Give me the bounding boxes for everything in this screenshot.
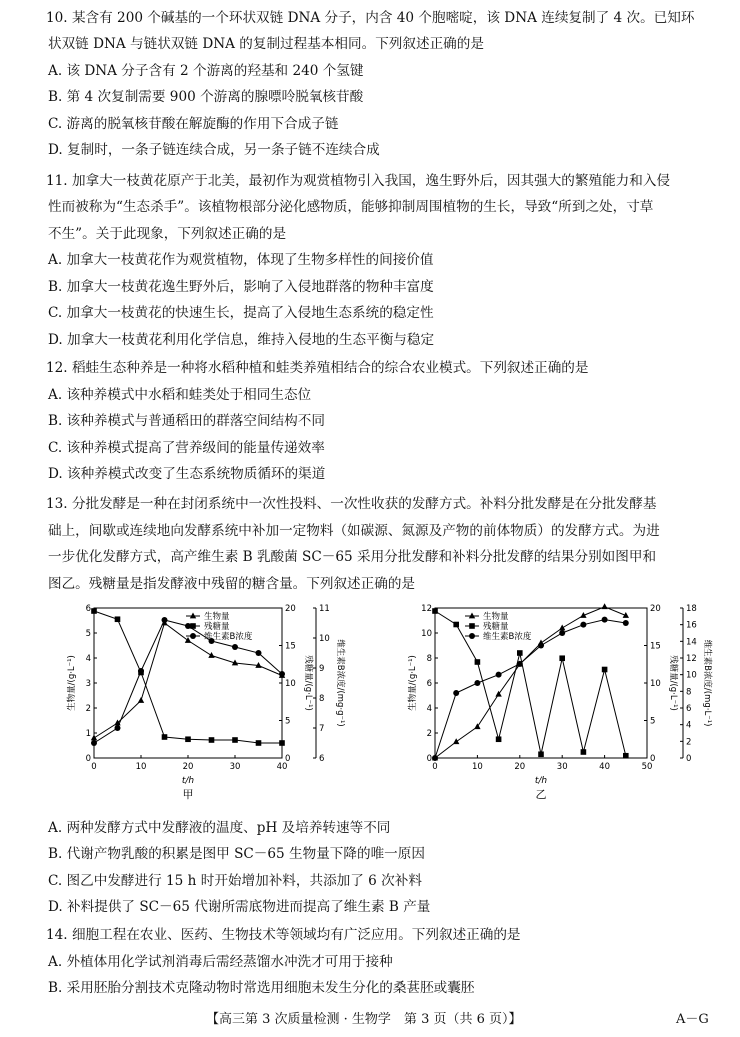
left-tick-label: 5	[85, 629, 91, 639]
q13-option-d: D. 补料提供了 SC－65 代谢所需底物进而提高了维生素 B 产量	[48, 899, 431, 915]
q10-option-c: C. 游离的脱氧核苷酸在解旋酶的作用下合成子链	[48, 116, 339, 132]
q12-option-b: B. 该种养模式与普通稻田的群落空间结构不同	[48, 413, 325, 429]
chart-title: 乙	[535, 788, 547, 801]
right-tick-label: 12	[686, 654, 697, 664]
data-point	[115, 616, 121, 622]
legend-label: 残糖量	[483, 622, 509, 632]
q12-stem-line-1: 12. 稻蛙生态种养是一种将水稻种植和蛙类养殖相结合的综合农业模式。下列叙述正确的是	[46, 360, 589, 376]
x-tick-label: 10	[135, 762, 147, 772]
data-point	[453, 738, 459, 744]
data-point	[517, 650, 523, 656]
data-point	[185, 637, 191, 643]
left-tick-label: 2	[426, 729, 432, 739]
q14-stem-line-1: 14. 细胞工程在农业、医药、生物技术等领域均有广泛应用。下列叙述正确的是	[46, 927, 521, 943]
legend-label: 生物量	[483, 612, 509, 622]
x-tick-label: 0	[91, 762, 97, 772]
q13-stem-line-1: 13. 分批发酵是一种在封闭系统中一次性投料、一次性收获的发酵方式。补料分批发酵是在分批发酵基	[46, 496, 657, 512]
legend-marker	[190, 623, 196, 629]
x-tick-label: 30	[229, 762, 241, 772]
data-point	[602, 667, 608, 673]
middle-axis-label: 残糖量/(g·L⁻¹)	[303, 655, 313, 711]
q10-option-d: D. 复制时，一条子链连续合成，另一条子链不连续合成	[48, 142, 380, 158]
right-axis-label: 维生素B浓度/(mg·L⁻¹)	[702, 639, 712, 727]
right-tick-label: 2	[686, 737, 692, 748]
middle-tick-label: 0	[285, 754, 291, 764]
left-tick-label: 1	[85, 729, 91, 739]
data-point	[453, 622, 459, 628]
legend-label: 生物量	[204, 612, 230, 622]
legend-marker	[469, 633, 475, 639]
q10-option-a: A. 该 DNA 分子含有 2 个游离的羟基和 240 个氢键	[48, 63, 364, 79]
data-point	[623, 753, 629, 759]
left-tick-label: 6	[426, 679, 432, 689]
legend-marker	[190, 613, 196, 619]
data-point	[279, 740, 285, 746]
middle-tick-label: 20	[285, 604, 296, 614]
x-tick-label: 30	[556, 762, 568, 772]
q14-option-a: A. 外植体用化学试剂消毒后需经蒸馏水冲洗才可用于接种	[48, 954, 393, 970]
x-tick-label: 0	[432, 762, 438, 772]
left-tick-label: 2	[85, 704, 91, 714]
legend-label: 维生素B浓度	[483, 632, 532, 642]
footer-paper-code: A－G	[676, 1012, 709, 1027]
left-tick-label: 6	[85, 604, 91, 614]
legend-label: 维生素B浓度	[204, 632, 253, 642]
data-point	[623, 620, 629, 626]
q14-option-b: B. 采用胚胎分割技术克隆动物时常选用细胞未发生分化的桑葚胚或囊胚	[48, 980, 475, 996]
data-point	[538, 643, 544, 649]
left-tick-label: 8	[426, 654, 432, 664]
right-tick-label: 8	[686, 687, 692, 698]
middle-tick-label: 10	[285, 679, 296, 689]
q11-option-c: C. 加拿大一枝黄花的快速生长，提高了入侵地生态系统的稳定性	[48, 305, 434, 321]
data-point	[138, 668, 144, 674]
q10-stem-line-1: 10. 某含有 200 个碱基的一个环状双链 DNA 分子，内含 40 个胞嘧啶，该 DNA 连续复制了 4 次。已知环	[46, 10, 695, 26]
series-line	[435, 607, 626, 758]
data-point	[162, 734, 168, 740]
data-point	[162, 617, 168, 623]
data-point	[601, 603, 607, 609]
q13-stem-line-2: 础上，间歇或连续地向发酵系统中补加一定物料（如碳源、氮源及产物的前体物质）的发酵方式。为进	[48, 523, 660, 539]
data-point	[91, 740, 97, 746]
q10-stem-line-2: 状双链 DNA 与链状双链 DNA 的复制过程基本相同。下列叙述正确的是	[48, 36, 484, 52]
left-tick-label: 3	[85, 679, 91, 689]
q13-option-c: C. 图乙中发酵进行 15 h 时开始增加补料，共添加了 6 次补料	[48, 873, 422, 889]
data-point	[91, 735, 97, 741]
x-tick-label: 40	[599, 762, 611, 772]
middle-tick-label: 0	[650, 754, 656, 764]
data-point	[496, 672, 502, 678]
q13-option-a: A. 两种发酵方式中发酵液的温度、pH 及培养转速等不同	[48, 820, 391, 836]
q12-option-d: D. 该种养模式改变了生态系统物质循环的渠道	[48, 466, 326, 482]
q11-stem-line-3: 不生”。关于此现象，下列叙述正确的是	[48, 226, 287, 242]
right-tick-label: 18	[686, 604, 697, 614]
legend-label: 残糖量	[204, 622, 230, 632]
right-tick-label: 7	[319, 724, 325, 734]
q11-stem-line-2: 性而被称为“生态杀手”。该植物根部分泌化感物质，能够抑制周围植物的生长，导致“所到之处，寸草	[48, 199, 654, 215]
chart-title: 甲	[182, 788, 194, 801]
right-axis-label: 维生素B浓度/(mg·g⁻¹)	[335, 639, 345, 727]
q11-option-a: A. 加拿大一枝黄花作为观赏植物，体现了生物多样性的间接价值	[48, 252, 434, 268]
left-axis-label: 生物量/(g·L⁻¹)	[67, 655, 77, 711]
left-tick-label: 4	[426, 704, 432, 714]
data-point	[559, 630, 565, 636]
right-tick-label: 8	[319, 694, 325, 704]
middle-tick-label: 15	[650, 641, 661, 652]
data-point	[208, 652, 214, 658]
data-point	[256, 650, 262, 656]
q12-option-c: C. 该种养模式提高了营养级间的能量传递效率	[48, 440, 325, 456]
left-tick-label: 12	[421, 604, 432, 614]
series-biomass	[432, 603, 629, 760]
data-point	[559, 625, 565, 631]
q10-option-b: B. 第 4 次复制需要 900 个游离的腺嘌呤脱氧核苷酸	[48, 89, 364, 105]
q13-option-b: B. 代谢产物乳酸的积累是图甲 SC－65 生物量下降的唯一原因	[48, 846, 425, 862]
data-point	[496, 736, 502, 742]
right-tick-label: 9	[319, 664, 325, 674]
q12-option-a: A. 该种养模式中水稻和蛙类处于相同生态位	[48, 387, 312, 403]
right-tick-label: 6	[686, 704, 692, 714]
middle-tick-label: 5	[650, 716, 656, 727]
right-tick-label: 6	[319, 754, 325, 764]
data-point	[138, 697, 144, 703]
x-tick-label: 50	[641, 762, 653, 772]
data-point	[475, 659, 481, 665]
legend-marker	[190, 633, 196, 639]
q11-option-d: D. 加拿大一枝黄花利用化学信息，维持入侵地的生态平衡与稳定	[48, 332, 435, 348]
data-point	[432, 608, 438, 614]
middle-tick-label: 20	[650, 604, 661, 614]
x-tick-label: 10	[471, 762, 483, 772]
right-tick-label: 0	[686, 754, 692, 764]
data-point	[432, 755, 438, 761]
data-point	[581, 749, 587, 755]
data-point	[232, 737, 238, 743]
data-point	[232, 644, 238, 650]
right-tick-label: 4	[686, 720, 692, 731]
middle-axis-label: 残糖量/(g·L⁻¹)	[668, 655, 678, 711]
legend-marker	[469, 623, 475, 629]
plot-frame	[435, 608, 647, 758]
q13-stem-line-3: 一步优化发酵方式，高产维生素 B 乳酸菌 SC－65 采用分批发酵和补料分批发酵的结果分别如图甲和	[48, 549, 657, 565]
chart-jia	[60, 600, 370, 810]
data-point	[517, 661, 523, 667]
series-line	[94, 611, 282, 743]
left-tick-label: 0	[426, 754, 432, 764]
middle-tick-label: 5	[285, 716, 291, 727]
legend-marker	[469, 613, 475, 619]
data-point	[185, 736, 191, 742]
data-point	[115, 725, 121, 731]
right-tick-label: 10	[319, 634, 330, 644]
right-tick-label: 16	[686, 620, 697, 631]
left-tick-label: 10	[421, 629, 432, 639]
data-point	[474, 680, 480, 686]
middle-tick-label: 10	[650, 679, 661, 689]
data-point	[559, 655, 565, 661]
data-point	[91, 608, 97, 614]
left-tick-label: 0	[85, 754, 91, 764]
series-residual-sugar	[432, 608, 628, 758]
chart-yi	[395, 600, 725, 810]
data-point	[256, 740, 262, 746]
x-tick-label: 20	[182, 762, 194, 772]
x-tick-label: 20	[514, 762, 526, 772]
data-point	[580, 622, 586, 628]
left-tick-label: 4	[85, 654, 91, 664]
right-tick-label: 11	[319, 604, 330, 614]
data-point	[602, 617, 608, 623]
middle-tick-label: 15	[285, 641, 296, 652]
q11-option-b: B. 加拿大一枝黄花逸生野外后，影响了入侵地群落的物种丰富度	[48, 279, 434, 295]
q13-stem-line-4: 图乙。残糖量是指发酵液中残留的糖含量。下列叙述正确的是	[48, 576, 416, 592]
footer-page-info: 【高三第 3 次质量检测 · 生物学 第 3 页（共 6 页）】	[206, 1012, 522, 1027]
x-axis-label: t/h	[534, 776, 548, 786]
x-tick-label: 40	[276, 762, 288, 772]
data-point	[453, 690, 459, 696]
right-tick-label: 10	[686, 670, 697, 681]
right-tick-label: 14	[686, 637, 697, 648]
data-point	[538, 751, 544, 757]
data-point	[209, 737, 215, 743]
q11-stem-line-1: 11. 加拿大一枝黄花原产于北美，最初作为观赏植物引入我国，逸生野外后，因其强大的繁殖能力和入侵	[46, 173, 671, 189]
data-point	[279, 671, 285, 677]
x-axis-label: t/h	[181, 776, 195, 786]
left-axis-label: 生物量/(g·L⁻¹)	[408, 655, 418, 711]
